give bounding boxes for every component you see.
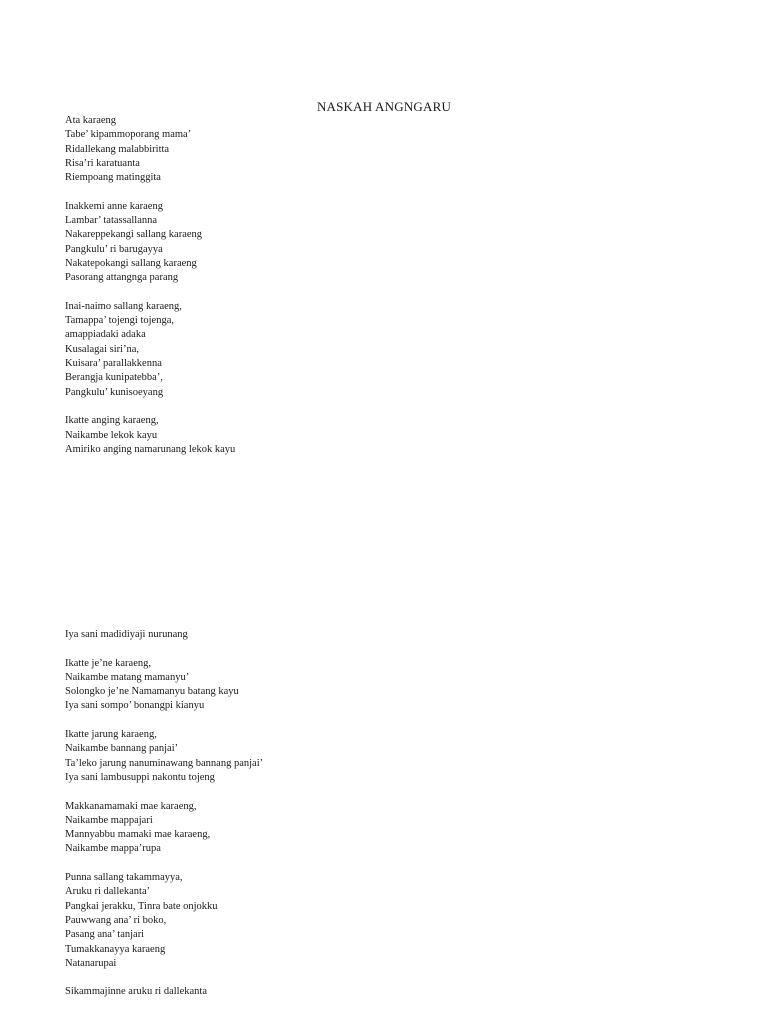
verse-line: Ikatte anging karaeng, (65, 415, 159, 427)
verse-line: Tamappa’ tojengi tojenga, (65, 315, 174, 327)
verse-line: Naikambe bannang panjai’ (65, 743, 179, 755)
verse-line: Riempoang matinggita (65, 172, 161, 184)
stanza-gap (65, 714, 263, 728)
verse-line: Iya sani madidiyaji nurunang (65, 629, 188, 640)
stanza-gap (65, 971, 263, 985)
verse-line: Naikambe lekok kayu (65, 429, 158, 441)
verse-line: Pangkulu’ kunisoeyang (65, 386, 164, 398)
verse-line: Solongko je’ne Namamanyu batang kayu (65, 686, 239, 698)
verse-line: Nakatepokangi sallang karaeng (65, 257, 197, 269)
verse-line: Berangja kunipatebba’, (65, 372, 163, 384)
verse-line: Iya sani lambusuppi nakontu tojeng (65, 771, 215, 783)
verse-line: Pangkulu’ ri barugayya (65, 243, 163, 255)
verse-line: Iya sani sompo’ bonangpi kianyu (65, 700, 205, 712)
verse-line: Inakkemi anne karaeng (65, 200, 163, 212)
stanza-gap (65, 185, 235, 199)
stanza-gap (65, 785, 263, 799)
verse-line: Pasorang attangnga parang (65, 272, 179, 284)
verse-block-1 (65, 114, 235, 457)
verse-line: Naikambe mappajari (65, 814, 153, 826)
page-title: NASKAH ANGNGARU (316, 99, 452, 114)
verse-line: Pauwwang ana’ ri boko, (65, 914, 167, 926)
verse-block-2 (65, 628, 263, 1000)
verse-line: Tabe’ kipammoporang mama’ (65, 129, 192, 141)
verse-line: Kuisara’ parallakkenna (65, 358, 162, 370)
stanza-gap (65, 400, 235, 414)
verse-line: Ikatte jarung karaeng, (65, 729, 157, 741)
verse-line: amappiadaki adaka (65, 329, 146, 341)
verse-line: Punna sallang takammayya, (65, 872, 183, 884)
stanza-gap (65, 286, 235, 300)
verse-line: Ata karaeng (65, 115, 117, 126)
verse-line: Inai-naimo sallang karaeng, (65, 300, 182, 312)
verse-line: Natanarupai (65, 957, 117, 969)
verse-line: Mannyabbu mamaki mae karaeng, (65, 829, 211, 841)
verse-line: Nakareppekangi sallang karaeng (65, 229, 203, 241)
verse-line: Tumakkanayya karaeng (65, 943, 166, 955)
verse-line: Ikatte je’ne karaeng, (65, 657, 151, 669)
verse-line: Naikambe mappa’rupa (65, 843, 161, 855)
verse-line: Amiriko anging namarunang lekok kayu (65, 443, 236, 455)
verse-line: Lambar’ tatassallanna (65, 215, 158, 227)
verse-line: Makkanamamaki mae karaeng, (65, 800, 197, 812)
stanza-gap (65, 642, 263, 656)
verse-line: Sikammajinne aruku ri dallekanta (65, 986, 207, 998)
verse-line: Kusalagai siri’na, (65, 343, 140, 355)
verse-line: Ta’leko jarung nanuminawang bannang panjai’ (65, 757, 264, 769)
verse-line: Naikambe matang mamanyu’ (65, 671, 190, 683)
verse-line: Pasang ana’ tanjari (65, 929, 145, 941)
verse-line: Ridallekang malabbiritta (65, 143, 170, 155)
verse-line: Aruku ri dallekanta’ (65, 886, 151, 898)
stanza-gap (65, 857, 263, 871)
verse-line: Risa’ri karatuanta (65, 157, 140, 169)
verse-line: Pangkai jerakku, Tinra bate onjokku (65, 900, 218, 912)
